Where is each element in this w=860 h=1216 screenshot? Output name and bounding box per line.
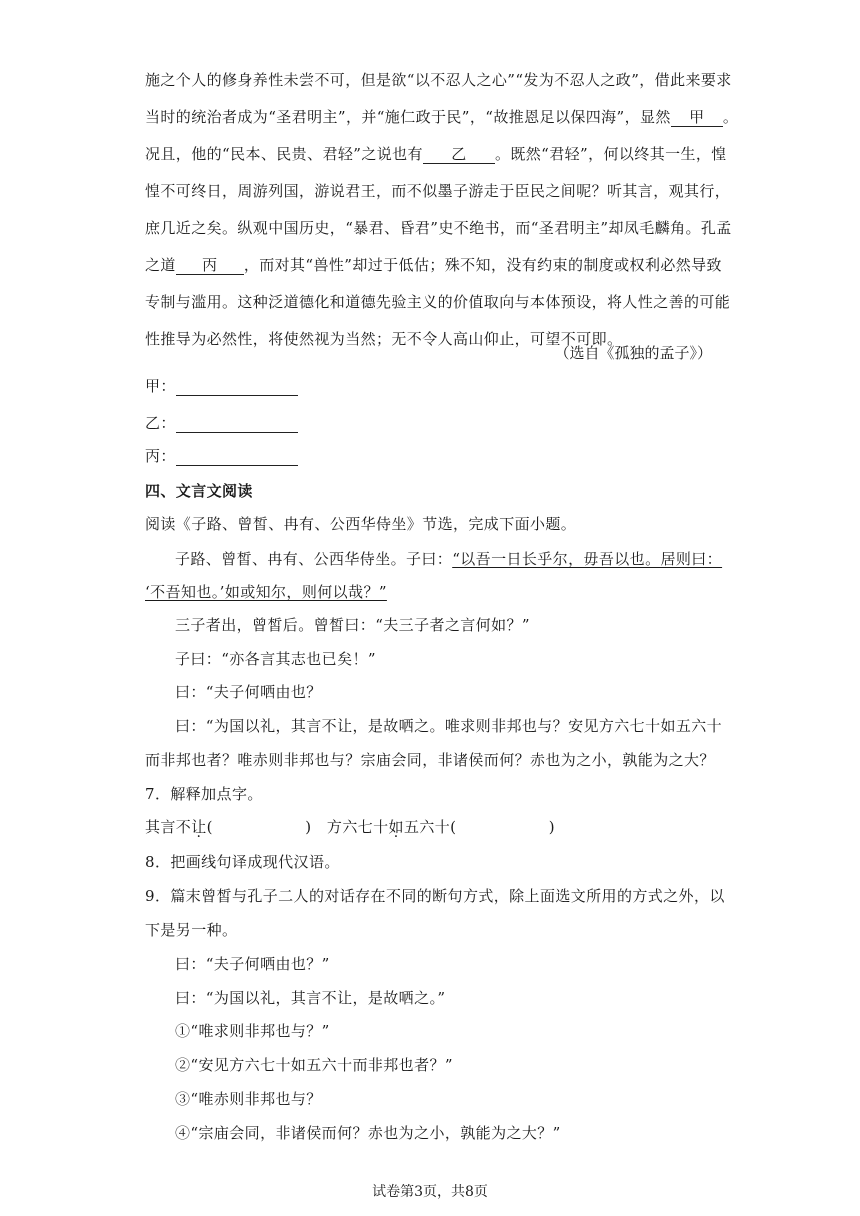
passage-line [145,292,731,312]
classical-line [175,549,750,569]
passage-text: 性推导为必然性，将使然视为当然；无不令人高山仰止，可望不可即。 [145,330,623,348]
answer-input-bing[interactable] [176,449,298,466]
dotted-char: 让 [191,818,207,836]
q9-line: 曰：“夫子何哂由也？” [175,955,330,973]
passage-text: 专制与滥用。这种泛道德化和道德先验主义的价值取向与本体预设，将人性之善的可能 [145,293,731,311]
dotted-char: 如 [388,818,404,836]
q7-text: 方六七十 [326,818,389,836]
passage-text: 施之个人的修身养性未尝不可，但是欲“以不忍人之心”“发为不忍人之政”，借此来要求 [145,71,732,89]
classical-line [145,582,720,602]
question-7-items [145,817,720,837]
answer-label: 甲： [145,377,176,395]
q9-line: ④“宗庙会同，非诸侯而何？赤也为之小，孰能为之大？” [175,1124,561,1142]
passage-text: 。 [722,108,739,126]
passage-text: 况且，他的“民本、民贵、君轻”之说也有 [145,145,423,163]
underlined-sentence: “以吾一日长乎尔，毋吾以也。居则曰： [452,550,723,568]
answer-input-jia[interactable] [176,379,298,396]
passage-text: ，而对其“兽性”却过于低估；殊不知，没有约束的制度或权利必然导致 [243,256,722,274]
passage-text: 惶不可终日，周游列国，游说君王，而不似墨子游走于臣民之间呢？听其言，观其行， [145,182,731,200]
answer-row-yi [145,413,720,433]
passage-line [145,181,731,201]
q9-line: ②“安见方六七十如五六十而非邦也者？” [175,1056,453,1074]
classical-text: 子路、曾皙、冉有、公西华侍坐。子曰： [175,550,453,568]
blank-jia: 甲 [671,108,723,127]
passage-line [145,218,732,238]
answer-row-jia [145,376,720,396]
blank-yi: 乙 [423,145,495,164]
classical-line: 三子者出，曾皙后。曾皙曰：“夫三子者之言何如？” [175,616,530,634]
blank-bing: 丙 [176,256,244,275]
answer-label: 丙： [145,447,176,465]
passage-text: 。既然“君轻”，何以终其一生，惶 [494,145,727,163]
passage-text: 庶几近之矣。纵观中国历史，“暴君、昏君”史不绝书，而“圣君明主”却凤毛麟角。孔孟 [145,219,732,237]
section-intro: 阅读《子路、曾皙、冉有、公西华侍坐》节选，完成下面小题。 [145,515,577,533]
section-title: 四、文言文阅读 [145,482,253,500]
classical-line: 而非邦也者？唯赤则非邦也与？宗庙会同，非诸侯而何？赤也为之小，孰能为之大？ [145,751,715,769]
q7-answer-blank[interactable]: ( ) [206,818,312,836]
q9-line: 曰：“为国以礼，其言不让，是故哂之。” [175,989,446,1007]
answer-row-bing [145,446,720,466]
q9-line: ①“唯求则非邦也与？” [175,1022,330,1040]
underlined-sentence: ‘不吾知也。’如或知尔，则何以哉？” [145,583,387,601]
question-7-title: 7．解释加点字。 [145,785,263,803]
question-8-title: 8．把画线句译成现代汉语。 [145,853,340,871]
passage-line [145,255,720,275]
passage-line [145,107,739,127]
q7-answer-blank[interactable]: ( ) [450,818,556,836]
passage-line [145,144,727,164]
question-9-title: 下是另一种。 [145,921,238,939]
answer-input-yi[interactable] [176,416,298,433]
page-footer: 试卷第3页，共8页 [372,1184,488,1200]
question-9-title: 9．篇末曾皙与孔子二人的对话存在不同的断句方式，除上面选文所用的方式之外，以 [145,887,725,905]
passage-line [145,70,732,90]
q7-text: 五六十 [403,818,451,836]
classical-line: 曰：“夫子何哂由也？ [175,683,322,701]
classical-line: 子曰：“亦各言其志也已矣！” [175,650,376,668]
answer-label: 乙： [145,414,176,432]
q7-text: 其言不 [145,818,192,836]
passage-text: 之道 [145,256,176,274]
passage-source: （选自《孤独的孟子》） [554,344,712,362]
passage-text: 当时的统治者成为“圣君明主”，并“施仁政于民”，“故推恩足以保四海”，显然 [145,108,671,126]
q9-line: ③“唯赤则非邦也与？ [175,1090,322,1108]
classical-line: 曰：“为国以礼，其言不让，是故哂之。唯求则非邦也与？安见方六七十如五六十 [175,717,723,735]
